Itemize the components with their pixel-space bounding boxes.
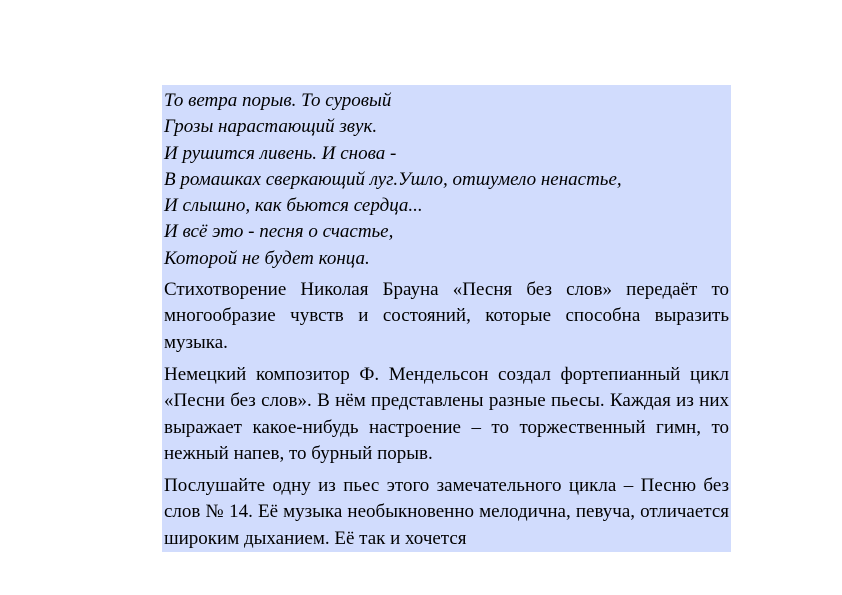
poem-line: Которой не будет конца. bbox=[164, 247, 370, 269]
poem-line: То ветра порыв. То суровый bbox=[164, 90, 392, 111]
poem bbox=[162, 85, 731, 272]
poem-line: Грозы нарастающий звук. bbox=[164, 116, 378, 138]
poem-line: И всё это - песня о счастье, bbox=[164, 221, 394, 243]
paragraph-mendelssohn-cycle: Немецкий композитор Ф. Мендельсон создал фортепианный цикл «Песни без слов». В нём представлены разные пьесы. Каждая из них выражает какое-нибудь настроение – то торжественный гимн, то нежный напев, то бурный порыв. bbox=[164, 363, 729, 464]
highlighted-text-block bbox=[162, 85, 731, 552]
poem-line: В ромашках сверкающий луг.Ушло, отшумело ненастье, bbox=[164, 168, 622, 190]
paragraph-song-14: Послушайте одну из пьес этого замечательного цикла – Песню без слов № 14. Её музыка необыкновенно мелодична, певуча, отличается широким дыханием. Её так и хочется bbox=[164, 475, 729, 549]
paragraph-brown-poem: Стихотворение Николая Брауна «Песня без слов» передаёт то многообразие чувств и состояний, которые способна выразить музыка. bbox=[164, 279, 729, 353]
poem-line: И рушится ливень. И снова - bbox=[164, 142, 397, 164]
poem-line: И слышно, как бьются сердца... bbox=[164, 195, 423, 217]
